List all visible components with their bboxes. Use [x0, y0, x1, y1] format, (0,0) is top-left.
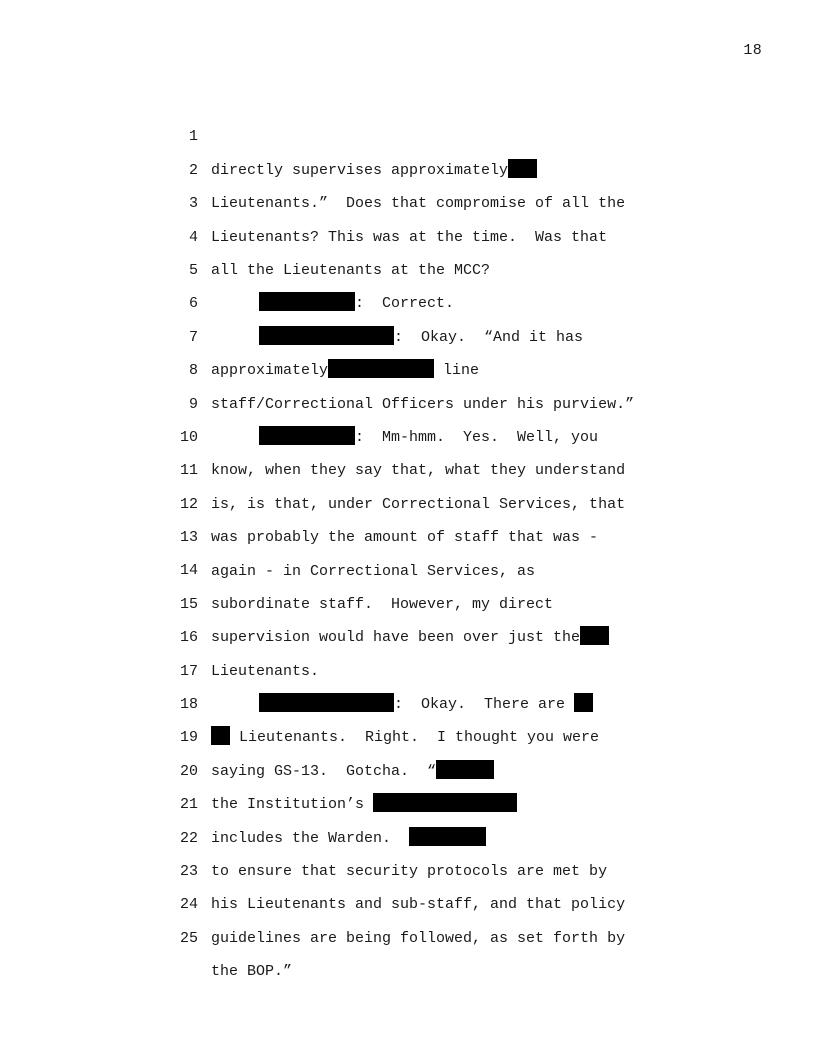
text-segment: directly supervises approximately: [211, 161, 509, 179]
text-segment: saying GS-13. Gotcha. “: [211, 762, 437, 780]
line-number: 10: [179, 428, 198, 446]
line-number: 9: [188, 395, 198, 413]
text-segment: Lieutenants.” Does that compromise of all the: [211, 195, 626, 213]
line-number: 2: [188, 161, 198, 179]
text-segment: approximately: [211, 362, 329, 380]
page-number: 18: [743, 42, 762, 59]
line-number: 7: [188, 328, 198, 346]
text-segment: know, when they say that, what they understand: [211, 462, 626, 480]
line-number: 8: [188, 362, 198, 380]
line-number: 25: [179, 929, 198, 947]
text-segment: guidelines are being followed, as set forth by: [211, 929, 626, 947]
line-number: 5: [188, 261, 198, 279]
line-text: [211, 922, 625, 955]
line-number: 24: [179, 896, 198, 914]
text-segment: all the Lieutenants at the MCC?: [211, 261, 491, 279]
line-number: 17: [179, 662, 198, 680]
text-segment: : Okay. There are: [394, 696, 575, 714]
line-number: 12: [179, 495, 198, 513]
text-segment: was probably the amount of staff that was -: [211, 529, 599, 547]
text-segment: his Lieutenants and sub-staff, and that policy: [211, 896, 626, 914]
line-number: 1: [188, 128, 198, 146]
transcript-line: [0, 87, 816, 179]
line-number: 18: [179, 696, 198, 714]
text-segment: line: [434, 362, 480, 380]
text-segment: Lieutenants.: [211, 662, 320, 680]
text-segment: includes the Warden.: [211, 829, 410, 847]
text-segment: supervision would have been over just the: [211, 629, 581, 647]
line-number: 11: [179, 462, 198, 480]
line-number: 19: [179, 729, 198, 747]
text-segment: to ensure that security protocols are met by: [211, 863, 608, 881]
text-segment: Lieutenants? This was at the time. Was that: [211, 228, 608, 246]
text-segment: Lieutenants. Right. I thought you were: [230, 729, 600, 747]
text-segment: : Okay. “And it has: [394, 328, 584, 346]
line-number: 4: [188, 228, 198, 246]
text-segment: the Institution’s: [211, 796, 374, 814]
line-number: 20: [179, 762, 198, 780]
text-segment: subordinate staff. However, my direct: [211, 595, 554, 613]
line-number: 23: [179, 863, 198, 880]
line-number: 22: [179, 829, 198, 847]
line-number: 3: [188, 195, 198, 213]
line-text: [211, 955, 292, 988]
transcript-body: [0, 87, 816, 981]
line-number: 14: [179, 562, 198, 580]
line-number: 16: [179, 629, 198, 647]
text-segment: again - in Correctional Services, as: [211, 562, 536, 580]
text-segment: is, is that, under Correctional Services, that: [211, 495, 626, 513]
line-number: 13: [179, 529, 198, 547]
line-number: 15: [179, 595, 198, 613]
text-segment: the BOP.”: [211, 963, 293, 981]
line-number: 21: [179, 796, 198, 814]
line-number: 6: [188, 295, 198, 313]
text-segment: : Mm-hmm. Yes. Well, you: [355, 428, 599, 446]
text-segment: staff/Correctional Officers under his purview.”: [211, 395, 635, 413]
text-segment: : Correct.: [355, 295, 455, 313]
